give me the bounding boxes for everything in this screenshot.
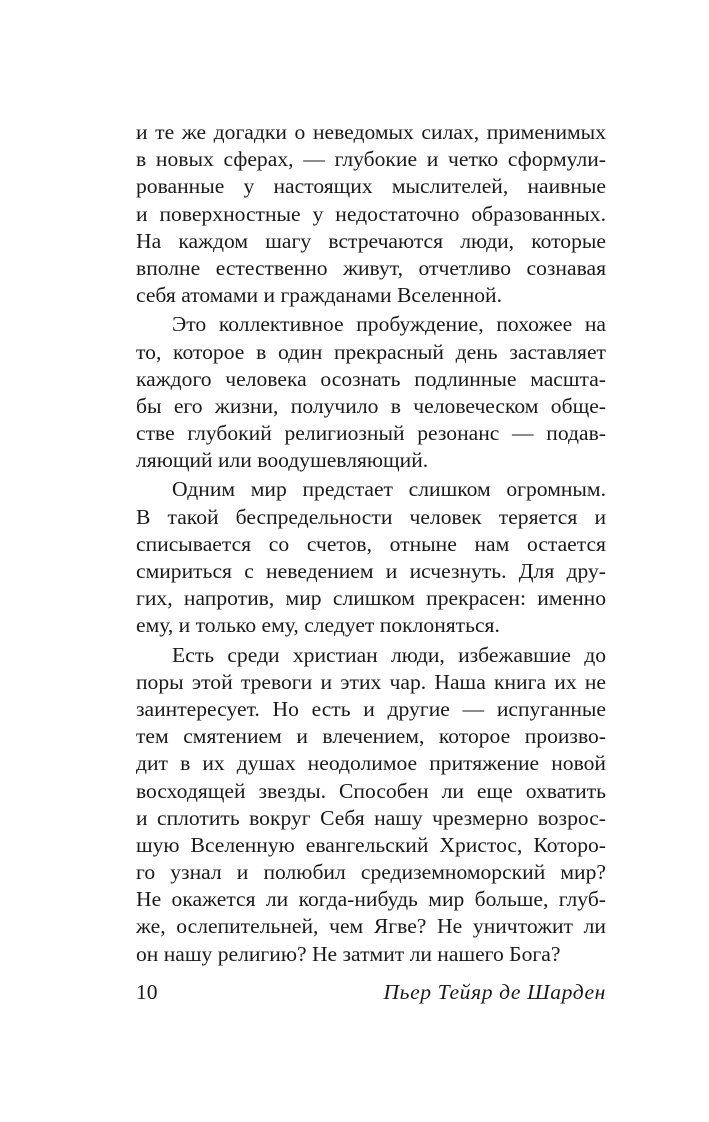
text-line: рованные у настоящих мыслителей, наивные	[136, 174, 606, 199]
text-line: Одним мир предстает слишком огромным.	[172, 477, 606, 502]
text-line: каждого человека осознать подлинные масшта-	[136, 366, 606, 391]
text-line: и поверхностные у недостаточно образованных.	[136, 201, 606, 226]
text-line: поры этой тревоги и этих чар. Наша книга их не	[136, 669, 606, 694]
text-line: списывается со счетов, отныне нам остается	[136, 531, 606, 556]
text-line: Не окажется ли когда-нибудь мир больше, глуб-	[136, 887, 606, 912]
paragraph-2	[136, 311, 606, 474]
page-body	[136, 119, 606, 968]
text-line: и сплотить вокруг Себя нашу чрезмерно возрос-	[136, 805, 606, 830]
text-line: На каждом шагу встречаются люди, которые	[136, 228, 606, 253]
text-line: ему, и только ему, следует поклоняться.	[136, 613, 500, 638]
text-line: себя атомами и гражданами Вселенной.	[136, 283, 502, 308]
text-line: В такой беспредельности человек теряется и	[136, 504, 606, 529]
text-line: ляющий или воодушевляющий.	[136, 448, 429, 473]
text-line: го узнал и полюбил средиземноморский мир?	[136, 860, 606, 885]
text-line: и те же догадки о неведомых силах, применимых	[136, 120, 606, 144]
text-line: гих, напротив, мир слишком прекрасен: именно	[136, 586, 606, 611]
page-footer	[136, 978, 606, 1006]
text-line: стве глубокий религиозный резонанс — подав-	[136, 421, 606, 446]
text-line: Есть среди христиан люди, избежавшие до	[172, 642, 606, 667]
text-line: то, которое в один прекрасный день заставляет	[136, 339, 606, 364]
text-line: заинтересует. Но есть и другие — испуганные	[136, 696, 606, 721]
text-line: дит в их душах неодолимое притяжение новой	[136, 751, 606, 776]
text-line: бы его жизни, получило в человеческом обще-	[136, 393, 606, 418]
text-line: вполне естественно живут, отчетливо сознавая	[136, 255, 606, 280]
text-line: Это коллективное пробуждение, похожее на	[172, 312, 606, 337]
text-line: восходящей звезды. Способен ли еще охватить	[136, 778, 606, 803]
paragraph-1	[136, 119, 606, 309]
page-number: 10	[136, 980, 158, 1004]
text-line: шую Вселенную евангельский Христос, Которо-	[136, 832, 606, 857]
paragraph-4	[136, 642, 606, 968]
text-line: же, ослепительней, чем Ягве? Не уничтожит ли	[136, 914, 606, 939]
running-header-author: Пьер Тейяр де Шарден	[383, 980, 606, 1004]
text-line: он нашу религию? Не затмит ли нашего Бога?	[136, 941, 561, 966]
text-line: тем смятением и влечением, которое произво-	[136, 724, 606, 749]
paragraph-3	[136, 476, 606, 639]
text-line: смириться с неведением и исчезнуть. Для дру-	[136, 559, 606, 583]
text-line: в новых сферах, — глубокие и четко сформули-	[136, 147, 606, 172]
